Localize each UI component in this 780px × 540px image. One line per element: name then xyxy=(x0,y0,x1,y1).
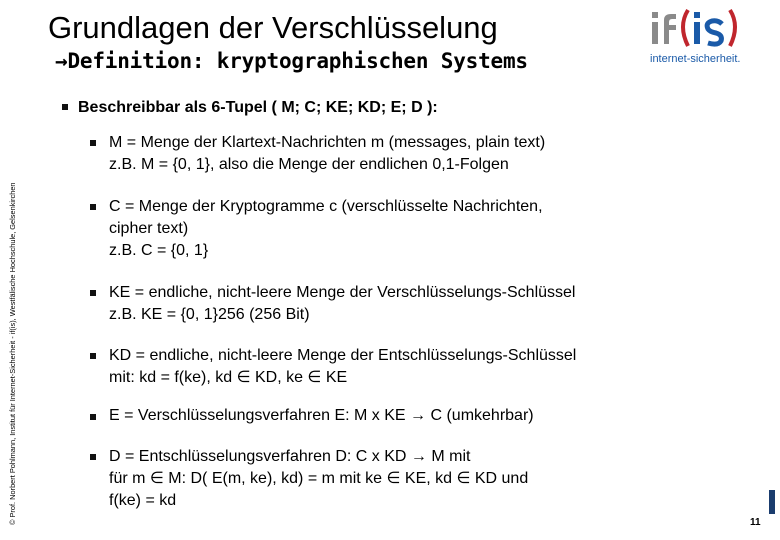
item-line: f(ke) = kd xyxy=(109,492,177,509)
item-line: z.B. C = {0, 1} xyxy=(109,242,209,259)
bullet-level2 xyxy=(90,454,96,460)
item-line: E = Verschlüsselungsverfahren E: M x KE → C (umkehrbar) xyxy=(109,407,534,424)
list-item-kd xyxy=(109,345,576,389)
list-item-c xyxy=(109,196,543,262)
main-heading: Beschreibbar als 6-Tupel ( M; C; KE; KD; E; D ): xyxy=(78,99,438,116)
logo-caption: internet-sicherheit. xyxy=(650,53,741,65)
item-line: KD = endliche, nicht-leere Menge der Entschlüsselungs-Schlüssel xyxy=(109,347,577,364)
item-line: D = Entschlüsselungsverfahren D: C x KD → M mit xyxy=(109,448,471,465)
item-line: M = Menge der Klartext-Nachrichten m (messages, plain text) xyxy=(109,134,546,151)
item-line: mit: kd = f(ke), kd ∈ KD, ke ∈ KE xyxy=(109,369,348,386)
slide-subtitle xyxy=(55,48,528,74)
subtitle-text: Definition: kryptographischen Systems xyxy=(67,49,528,73)
page-number: 11 xyxy=(750,517,761,528)
item-line: z.B. M = {0, 1}, also die Menge der endlichen 0,1-Folgen xyxy=(109,156,509,173)
list-item-e xyxy=(109,405,534,427)
list-item-ke xyxy=(109,282,575,326)
bullet-level1 xyxy=(62,104,68,110)
list-item-m xyxy=(109,132,545,176)
bullet-level2 xyxy=(90,140,96,146)
bullet-level2 xyxy=(90,414,96,420)
item-line: für m ∈ M: D( E(m, ke), kd) = m mit ke ∈ KE, kd ∈ KD und xyxy=(109,470,529,487)
list-item-d xyxy=(109,446,528,512)
item-line: cipher text) xyxy=(109,220,189,237)
bullet-level2 xyxy=(90,290,96,296)
item-line: C = Menge der Kryptogramme c (verschlüsselte Nachrichten, xyxy=(109,198,543,215)
page-marker xyxy=(769,490,775,514)
item-line: z.B. KE = {0, 1}256 (256 Bit) xyxy=(109,306,310,323)
arrow-right-icon: → xyxy=(55,49,68,73)
item-line: KE = endliche, nicht-leere Menge der Verschlüsselungs-Schlüssel xyxy=(109,284,576,301)
bullet-level2 xyxy=(90,204,96,210)
bullet-level2 xyxy=(90,353,96,359)
ifis-logo-graphic xyxy=(650,8,760,53)
slide-title: Grundlagen der Verschlüsselung xyxy=(48,10,498,45)
copyright-sidebar: © Prof. Norbert Pohlmann, Institut für Internet-Sicherheit - if(is), Westfälische Hochschule, Gelsenkirchen xyxy=(8,182,17,525)
